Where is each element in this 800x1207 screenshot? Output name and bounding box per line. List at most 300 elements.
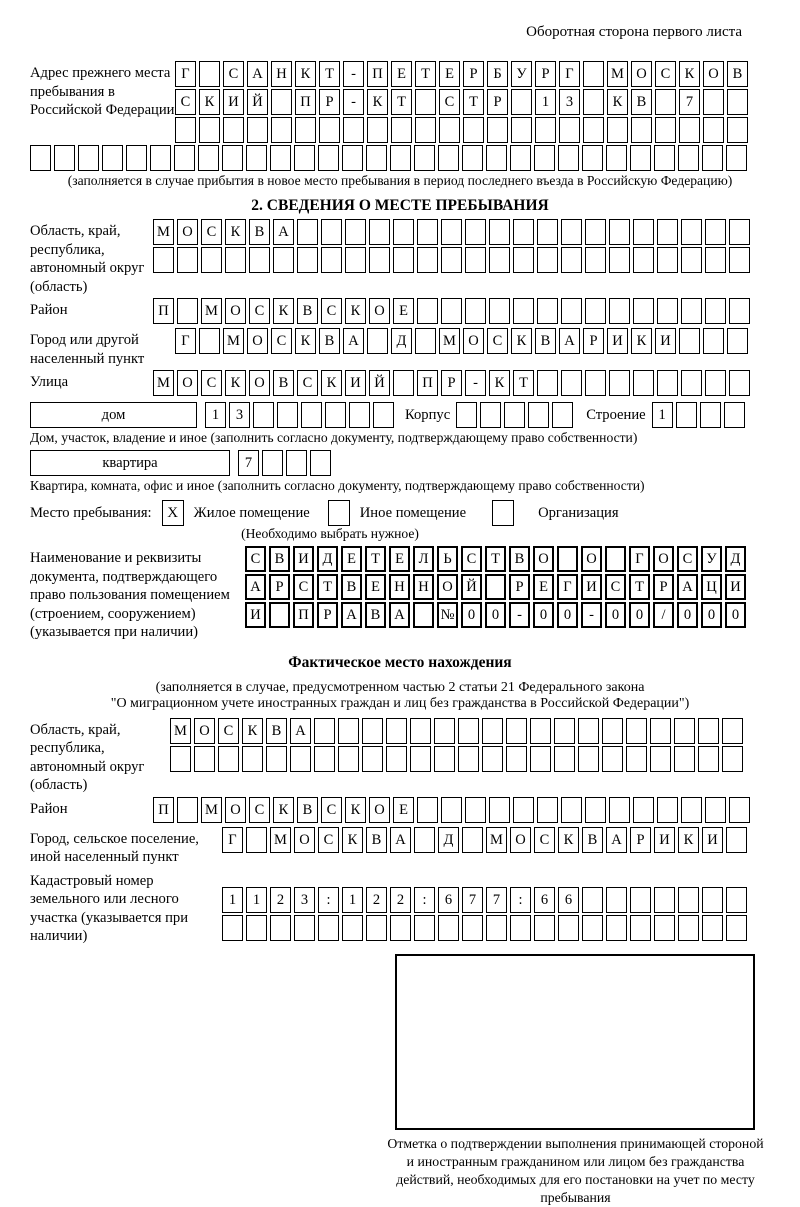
char-box[interactable] (633, 797, 654, 823)
char-box[interactable] (199, 117, 220, 143)
char-box[interactable] (297, 219, 318, 245)
char-box[interactable]: Т (391, 89, 412, 115)
char-box[interactable]: Ц (701, 574, 722, 600)
char-box[interactable]: Е (391, 61, 412, 87)
char-box[interactable]: К (367, 89, 388, 115)
char-box[interactable]: Н (389, 574, 410, 600)
char-box[interactable] (222, 145, 243, 171)
char-box[interactable]: И (725, 574, 746, 600)
char-box[interactable] (729, 370, 750, 396)
char-box[interactable] (175, 117, 196, 143)
char-box[interactable] (578, 746, 599, 772)
char-box[interactable] (271, 117, 292, 143)
char-box[interactable] (262, 450, 283, 476)
char-box[interactable] (700, 402, 721, 428)
char-box[interactable] (198, 145, 219, 171)
char-box[interactable]: С (218, 718, 239, 744)
char-box[interactable]: О (703, 61, 724, 87)
char-box[interactable]: 7 (486, 887, 507, 913)
char-box[interactable] (390, 915, 411, 941)
char-box[interactable]: Н (413, 574, 434, 600)
char-box[interactable] (729, 247, 750, 273)
char-box[interactable]: У (511, 61, 532, 87)
char-box[interactable]: 0 (725, 602, 746, 628)
char-box[interactable]: О (177, 370, 198, 396)
char-box[interactable] (554, 718, 575, 744)
char-box[interactable]: О (177, 219, 198, 245)
char-box[interactable]: А (606, 827, 627, 853)
char-box[interactable]: О (249, 370, 270, 396)
char-box[interactable]: 3 (559, 89, 580, 115)
char-box[interactable]: К (295, 61, 316, 87)
char-box[interactable] (534, 915, 555, 941)
char-box[interactable] (657, 247, 678, 273)
char-box[interactable] (605, 546, 626, 572)
char-box[interactable]: У (701, 546, 722, 572)
char-box[interactable] (582, 887, 603, 913)
char-box[interactable] (534, 145, 555, 171)
char-box[interactable]: 2 (390, 887, 411, 913)
char-box[interactable] (679, 117, 700, 143)
char-box[interactable]: С (249, 298, 270, 324)
char-box[interactable] (676, 402, 697, 428)
char-box[interactable] (415, 117, 436, 143)
char-box[interactable] (681, 219, 702, 245)
char-box[interactable]: - (581, 602, 602, 628)
char-box[interactable] (681, 247, 702, 273)
char-box[interactable]: В (269, 546, 290, 572)
char-box[interactable] (366, 915, 387, 941)
char-box[interactable] (269, 602, 290, 628)
char-box[interactable] (583, 117, 604, 143)
char-box[interactable] (170, 746, 191, 772)
char-box[interactable]: В (631, 89, 652, 115)
char-box[interactable]: К (489, 370, 510, 396)
char-box[interactable] (441, 247, 462, 273)
char-box[interactable]: О (510, 827, 531, 853)
char-box[interactable] (510, 915, 531, 941)
char-box[interactable] (609, 370, 630, 396)
char-box[interactable] (609, 298, 630, 324)
char-box[interactable]: М (439, 328, 460, 354)
char-box[interactable]: О (294, 827, 315, 853)
char-box[interactable]: М (153, 219, 174, 245)
char-box[interactable] (463, 117, 484, 143)
char-box[interactable] (102, 145, 123, 171)
char-box[interactable] (223, 117, 244, 143)
char-box[interactable] (414, 915, 435, 941)
char-box[interactable] (631, 117, 652, 143)
char-box[interactable] (655, 117, 676, 143)
char-box[interactable]: С (293, 574, 314, 600)
char-box[interactable]: К (242, 718, 263, 744)
char-box[interactable] (318, 915, 339, 941)
char-box[interactable]: 0 (485, 602, 506, 628)
char-box[interactable]: К (558, 827, 579, 853)
char-box[interactable]: М (223, 328, 244, 354)
char-box[interactable]: И (245, 602, 266, 628)
char-box[interactable]: Й (461, 574, 482, 600)
char-box[interactable] (222, 915, 243, 941)
char-box[interactable] (439, 117, 460, 143)
char-box[interactable]: О (194, 718, 215, 744)
char-box[interactable] (513, 298, 534, 324)
char-box[interactable] (458, 746, 479, 772)
char-box[interactable]: Г (175, 61, 196, 87)
char-box[interactable] (349, 402, 370, 428)
char-box[interactable]: 1 (342, 887, 363, 913)
char-box[interactable] (410, 718, 431, 744)
char-box[interactable] (247, 117, 268, 143)
char-box[interactable]: С (461, 546, 482, 572)
char-box[interactable]: К (321, 370, 342, 396)
char-box[interactable]: О (463, 328, 484, 354)
char-box[interactable] (393, 247, 414, 273)
char-box[interactable]: Р (535, 61, 556, 87)
char-box[interactable]: А (677, 574, 698, 600)
char-box[interactable] (253, 402, 274, 428)
char-box[interactable]: - (343, 89, 364, 115)
char-box[interactable] (606, 145, 627, 171)
char-box[interactable] (530, 746, 551, 772)
char-box[interactable]: - (465, 370, 486, 396)
char-box[interactable] (607, 117, 628, 143)
char-box[interactable]: И (654, 827, 675, 853)
char-box[interactable]: В (366, 827, 387, 853)
char-box[interactable] (441, 797, 462, 823)
char-box[interactable] (705, 247, 726, 273)
char-box[interactable] (415, 89, 436, 115)
char-box[interactable] (301, 402, 322, 428)
char-box[interactable]: Г (557, 574, 578, 600)
char-box[interactable] (729, 219, 750, 245)
char-box[interactable]: 2 (366, 887, 387, 913)
char-box[interactable]: К (273, 797, 294, 823)
char-box[interactable] (654, 887, 675, 913)
char-box[interactable] (606, 915, 627, 941)
char-box[interactable] (530, 718, 551, 744)
char-box[interactable] (585, 797, 606, 823)
char-box[interactable]: 0 (629, 602, 650, 628)
char-box[interactable]: В (266, 718, 287, 744)
char-box[interactable] (342, 145, 363, 171)
char-box[interactable] (650, 718, 671, 744)
char-box[interactable] (373, 402, 394, 428)
char-box[interactable] (369, 219, 390, 245)
char-box[interactable] (286, 450, 307, 476)
char-box[interactable]: О (533, 546, 554, 572)
char-box[interactable] (726, 915, 747, 941)
char-box[interactable] (561, 247, 582, 273)
char-box[interactable]: Д (725, 546, 746, 572)
char-box[interactable]: С (271, 328, 292, 354)
char-box[interactable]: С (223, 61, 244, 87)
char-box[interactable]: К (678, 827, 699, 853)
char-box[interactable] (657, 219, 678, 245)
char-box[interactable]: Ь (437, 546, 458, 572)
char-box[interactable] (266, 746, 287, 772)
char-box[interactable] (480, 402, 501, 428)
char-box[interactable] (417, 219, 438, 245)
char-box[interactable] (438, 915, 459, 941)
char-box[interactable] (486, 915, 507, 941)
char-box[interactable] (729, 797, 750, 823)
char-box[interactable] (297, 247, 318, 273)
char-box[interactable]: Р (583, 328, 604, 354)
char-box[interactable]: Д (438, 827, 459, 853)
char-box[interactable]: О (581, 546, 602, 572)
char-box[interactable] (657, 370, 678, 396)
char-box[interactable]: В (341, 574, 362, 600)
char-box[interactable]: Е (365, 574, 386, 600)
char-box[interactable]: В (535, 328, 556, 354)
char-box[interactable]: : (318, 887, 339, 913)
char-box[interactable] (552, 402, 573, 428)
char-box[interactable] (78, 145, 99, 171)
char-box[interactable] (726, 827, 747, 853)
char-box[interactable]: Б (487, 61, 508, 87)
char-box[interactable]: 3 (229, 402, 250, 428)
char-box[interactable] (583, 89, 604, 115)
char-box[interactable]: 0 (557, 602, 578, 628)
char-box[interactable]: Д (317, 546, 338, 572)
char-box[interactable] (465, 219, 486, 245)
char-box[interactable]: К (631, 328, 652, 354)
stay-type-checkbox-dwelling[interactable]: X (162, 500, 184, 526)
char-box[interactable]: 0 (701, 602, 722, 628)
char-box[interactable] (678, 887, 699, 913)
char-box[interactable]: : (414, 887, 435, 913)
char-box[interactable] (630, 145, 651, 171)
char-box[interactable]: С (175, 89, 196, 115)
char-box[interactable]: И (223, 89, 244, 115)
char-box[interactable]: А (559, 328, 580, 354)
char-box[interactable]: И (345, 370, 366, 396)
char-box[interactable]: Р (317, 602, 338, 628)
char-box[interactable] (681, 298, 702, 324)
char-box[interactable] (314, 746, 335, 772)
char-box[interactable]: П (153, 298, 174, 324)
char-box[interactable] (504, 402, 525, 428)
char-box[interactable] (726, 145, 747, 171)
char-box[interactable] (537, 797, 558, 823)
char-box[interactable]: Е (439, 61, 460, 87)
char-box[interactable]: М (170, 718, 191, 744)
char-box[interactable]: С (245, 546, 266, 572)
char-box[interactable] (201, 247, 222, 273)
char-box[interactable] (174, 145, 195, 171)
char-box[interactable] (338, 718, 359, 744)
char-box[interactable] (414, 145, 435, 171)
char-box[interactable]: В (319, 328, 340, 354)
char-box[interactable] (511, 117, 532, 143)
char-box[interactable]: К (295, 328, 316, 354)
char-box[interactable]: И (293, 546, 314, 572)
char-box[interactable] (602, 746, 623, 772)
char-box[interactable] (606, 887, 627, 913)
char-box[interactable] (703, 117, 724, 143)
char-box[interactable]: К (511, 328, 532, 354)
char-box[interactable]: 2 (270, 887, 291, 913)
char-box[interactable]: Т (365, 546, 386, 572)
char-box[interactable] (386, 746, 407, 772)
char-box[interactable]: 0 (461, 602, 482, 628)
char-box[interactable]: О (631, 61, 652, 87)
char-box[interactable] (342, 915, 363, 941)
char-box[interactable]: В (249, 219, 270, 245)
char-box[interactable] (362, 718, 383, 744)
char-box[interactable] (319, 117, 340, 143)
char-box[interactable] (367, 328, 388, 354)
char-box[interactable] (609, 247, 630, 273)
char-box[interactable] (554, 746, 575, 772)
char-box[interactable]: К (225, 219, 246, 245)
char-box[interactable]: К (345, 797, 366, 823)
char-box[interactable] (678, 915, 699, 941)
char-box[interactable] (674, 718, 695, 744)
char-box[interactable]: Р (463, 61, 484, 87)
char-box[interactable]: В (297, 298, 318, 324)
char-box[interactable]: К (607, 89, 628, 115)
char-box[interactable] (654, 145, 675, 171)
char-box[interactable]: В (297, 797, 318, 823)
char-box[interactable] (325, 402, 346, 428)
char-box[interactable] (703, 89, 724, 115)
char-box[interactable]: В (582, 827, 603, 853)
char-box[interactable]: 7 (238, 450, 259, 476)
char-box[interactable] (583, 61, 604, 87)
char-box[interactable]: К (199, 89, 220, 115)
char-box[interactable] (633, 370, 654, 396)
char-box[interactable] (537, 298, 558, 324)
char-box[interactable]: А (343, 328, 364, 354)
char-box[interactable]: Т (319, 61, 340, 87)
char-box[interactable] (489, 219, 510, 245)
char-box[interactable] (417, 247, 438, 273)
char-box[interactable] (434, 746, 455, 772)
char-box[interactable]: Т (485, 546, 506, 572)
char-box[interactable] (485, 574, 506, 600)
char-box[interactable] (698, 746, 719, 772)
char-box[interactable] (465, 797, 486, 823)
char-box[interactable] (343, 117, 364, 143)
char-box[interactable] (626, 718, 647, 744)
char-box[interactable] (177, 247, 198, 273)
char-box[interactable] (626, 746, 647, 772)
char-box[interactable]: Д (391, 328, 412, 354)
char-box[interactable]: Е (393, 298, 414, 324)
char-box[interactable] (393, 219, 414, 245)
char-box[interactable] (633, 298, 654, 324)
char-box[interactable] (458, 718, 479, 744)
char-box[interactable]: И (655, 328, 676, 354)
char-box[interactable]: С (439, 89, 460, 115)
char-box[interactable] (417, 298, 438, 324)
char-box[interactable] (294, 145, 315, 171)
char-box[interactable] (314, 718, 335, 744)
char-box[interactable]: О (369, 797, 390, 823)
char-box[interactable]: Р (653, 574, 674, 600)
char-box[interactable] (705, 370, 726, 396)
char-box[interactable] (366, 145, 387, 171)
char-box[interactable] (722, 718, 743, 744)
char-box[interactable]: 7 (679, 89, 700, 115)
char-box[interactable]: А (273, 219, 294, 245)
char-box[interactable]: С (677, 546, 698, 572)
char-box[interactable] (465, 247, 486, 273)
char-box[interactable] (528, 402, 549, 428)
char-box[interactable]: О (225, 797, 246, 823)
char-box[interactable] (345, 219, 366, 245)
char-box[interactable] (438, 145, 459, 171)
char-box[interactable]: П (153, 797, 174, 823)
char-box[interactable]: О (437, 574, 458, 600)
char-box[interactable]: 0 (533, 602, 554, 628)
char-box[interactable] (582, 145, 603, 171)
apartment-type-input[interactable]: квартира (30, 450, 230, 476)
char-box[interactable]: П (293, 602, 314, 628)
char-box[interactable] (702, 887, 723, 913)
char-box[interactable]: Л (413, 546, 434, 572)
stay-type-checkbox-organization[interactable] (492, 500, 514, 526)
char-box[interactable] (410, 746, 431, 772)
char-box[interactable]: С (487, 328, 508, 354)
house-type-input[interactable]: дом (30, 402, 197, 428)
char-box[interactable] (657, 797, 678, 823)
char-box[interactable]: В (273, 370, 294, 396)
char-box[interactable]: К (225, 370, 246, 396)
char-box[interactable]: Е (341, 546, 362, 572)
char-box[interactable] (727, 89, 748, 115)
char-box[interactable] (318, 145, 339, 171)
char-box[interactable]: 1 (535, 89, 556, 115)
char-box[interactable] (489, 298, 510, 324)
char-box[interactable]: Т (415, 61, 436, 87)
char-box[interactable]: Е (393, 797, 414, 823)
char-box[interactable]: С (655, 61, 676, 87)
char-box[interactable] (345, 247, 366, 273)
char-box[interactable] (391, 117, 412, 143)
char-box[interactable]: 6 (438, 887, 459, 913)
char-box[interactable] (535, 117, 556, 143)
char-box[interactable] (630, 887, 651, 913)
char-box[interactable] (489, 247, 510, 273)
char-box[interactable] (698, 718, 719, 744)
char-box[interactable] (537, 247, 558, 273)
char-box[interactable]: О (369, 298, 390, 324)
char-box[interactable]: К (679, 61, 700, 87)
char-box[interactable] (194, 746, 215, 772)
char-box[interactable] (290, 746, 311, 772)
char-box[interactable] (655, 89, 676, 115)
char-box[interactable] (434, 718, 455, 744)
char-box[interactable] (338, 746, 359, 772)
char-box[interactable] (674, 746, 695, 772)
char-box[interactable]: И (607, 328, 628, 354)
char-box[interactable]: С (534, 827, 555, 853)
char-box[interactable]: Т (463, 89, 484, 115)
char-box[interactable] (702, 145, 723, 171)
char-box[interactable] (462, 145, 483, 171)
char-box[interactable]: М (486, 827, 507, 853)
char-box[interactable] (654, 915, 675, 941)
char-box[interactable]: 1 (222, 887, 243, 913)
char-box[interactable] (561, 797, 582, 823)
char-box[interactable] (513, 797, 534, 823)
char-box[interactable]: : (510, 887, 531, 913)
char-box[interactable] (582, 915, 603, 941)
char-box[interactable] (559, 117, 580, 143)
